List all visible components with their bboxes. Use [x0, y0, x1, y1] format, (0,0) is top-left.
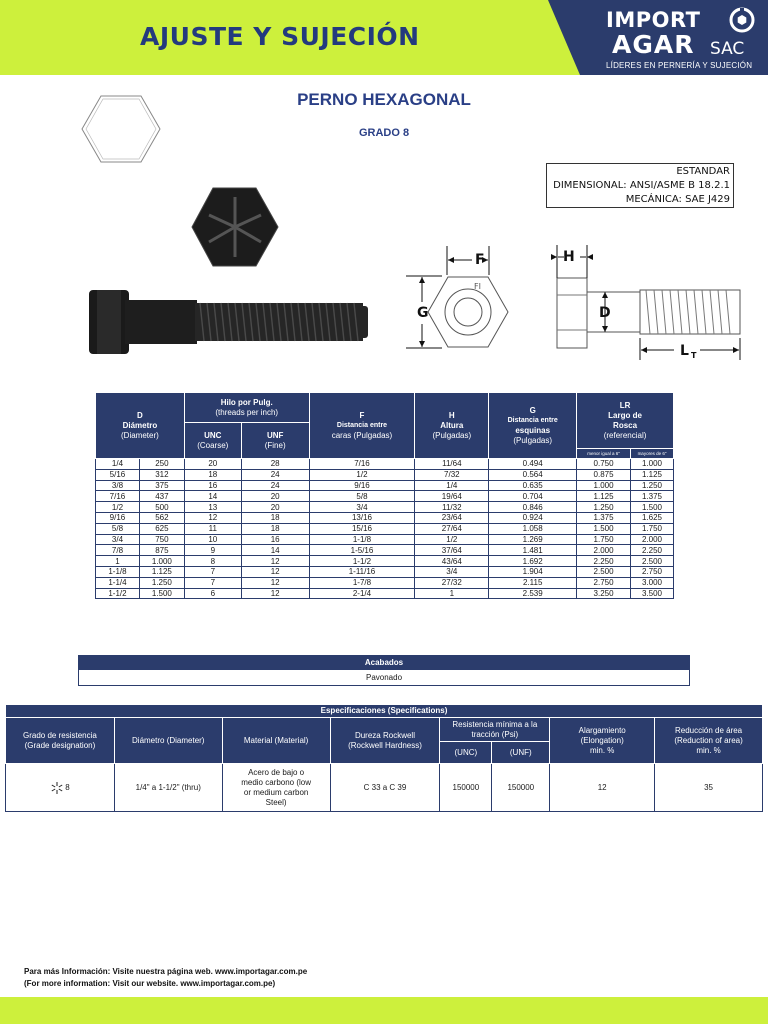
table-cell: 11 — [184, 523, 241, 534]
standard-dimensional: DIMENSIONAL: ANSI/ASME B 18.2.1 — [553, 180, 730, 191]
spec-cell-elongation: 12 — [550, 764, 655, 812]
table-cell: 24 — [241, 480, 309, 491]
table-cell: 1.375 — [631, 491, 674, 502]
header-text: UNC — [204, 430, 222, 440]
header-text: LR — [619, 400, 631, 410]
table-cell: 2.539 — [489, 588, 577, 599]
table-row — [96, 480, 674, 491]
spec-title: Especificaciones (Specifications) — [6, 705, 763, 718]
table-row — [96, 556, 674, 567]
col-header-lr-short: menor igual a 6" — [577, 449, 631, 459]
header-text: Altura — [440, 420, 464, 430]
table-cell: 1.481 — [489, 545, 577, 556]
standard-line: ESTANDAR — [676, 166, 730, 177]
header-text: Grado de resistencia — [23, 730, 97, 740]
table-cell: 11/64 — [415, 459, 489, 470]
table-cell: 27/32 — [415, 577, 489, 588]
table-cell: 43/64 — [415, 556, 489, 567]
header-text: (Grade designation) — [24, 740, 96, 750]
logo-text-sac: SAC — [710, 39, 745, 59]
table-cell: 28 — [241, 459, 309, 470]
spec-header-diameter: Diámetro (Diameter) — [114, 718, 222, 764]
table-cell: 11/32 — [415, 502, 489, 513]
table-cell: 2.500 — [631, 556, 674, 567]
table-cell: 5/8 — [309, 491, 415, 502]
spec-cell-diameter: 1/4" a 1-1/2" (thru) — [114, 764, 222, 812]
table-cell: 8 — [184, 556, 241, 567]
spec-header-tensile — [440, 718, 550, 742]
table-cell: 18 — [241, 512, 309, 523]
header-text: tracción (Psi) — [471, 729, 519, 739]
table-cell: 3.250 — [577, 588, 631, 599]
table-cell: 875 — [139, 545, 184, 556]
table-cell: 1.125 — [631, 469, 674, 480]
table-cell: 2.750 — [631, 566, 674, 577]
spec-header-reduction — [655, 718, 763, 764]
table-cell: 0.635 — [489, 480, 577, 491]
table-row — [96, 534, 674, 545]
table-cell: 1.250 — [577, 502, 631, 513]
table-cell: 3.500 — [631, 588, 674, 599]
table-cell: 1.250 — [631, 480, 674, 491]
logo-panel-edge — [548, 0, 580, 75]
table-cell: 7/16 — [96, 491, 140, 502]
table-cell: 1.000 — [577, 480, 631, 491]
table-cell: 18 — [184, 469, 241, 480]
header-text: (Coarse) — [197, 440, 229, 450]
header-text: (Diameter) — [121, 430, 159, 440]
table-row — [96, 512, 674, 523]
dim-label-lt-sub: T — [691, 351, 697, 360]
table-cell: 12 — [241, 577, 309, 588]
bolt-photo — [85, 185, 385, 375]
header-text: min. % — [589, 745, 615, 755]
table-cell: 500 — [139, 502, 184, 513]
header-text: (Pulgadas) — [513, 435, 553, 445]
table-cell: 1.692 — [489, 556, 577, 567]
table-cell: 1.125 — [577, 491, 631, 502]
header-text: G — [529, 405, 536, 415]
spec-header-elongation — [550, 718, 655, 764]
table-cell: 12 — [241, 588, 309, 599]
header-text: Distancia entre — [336, 421, 388, 429]
header-text: (threads per inch) — [215, 407, 279, 417]
table-row — [96, 577, 674, 588]
header-text: esquinas — [515, 425, 551, 435]
table-cell: 1-1/2 — [96, 588, 140, 599]
table-cell: 9/16 — [309, 480, 415, 491]
table-cell: 1-1/8 — [96, 566, 140, 577]
table-cell: 1/4 — [96, 459, 140, 470]
table-cell: 0.875 — [577, 469, 631, 480]
dim-label-f: F — [475, 252, 485, 268]
footer-note — [24, 966, 307, 990]
col-header-diameter — [96, 393, 185, 459]
header-text: Diámetro — [122, 420, 158, 430]
table-cell: 1.500 — [139, 588, 184, 599]
table-cell: 2.000 — [631, 534, 674, 545]
finish-value: Pavonado — [79, 670, 690, 686]
header-text: min. % — [696, 745, 721, 755]
dim-label-g: G — [417, 305, 429, 321]
table-cell: 375 — [139, 480, 184, 491]
table-row — [96, 502, 674, 513]
table-cell: 20 — [184, 459, 241, 470]
table-cell: 1/2 — [96, 502, 140, 513]
header-text: (Fine) — [264, 440, 286, 450]
spec-header-unc: (UNC) — [440, 742, 492, 764]
table-cell: 1.269 — [489, 534, 577, 545]
table-cell: 0.846 — [489, 502, 577, 513]
hexagon-outline-icon — [80, 94, 162, 164]
spec-header-unf: (UNF) — [492, 742, 550, 764]
col-header-h — [415, 393, 489, 459]
table-cell: 1.500 — [577, 523, 631, 534]
col-header-unf — [241, 423, 309, 459]
table-cell: 1/4 — [415, 480, 489, 491]
header-text: (referencial) — [603, 430, 647, 440]
col-header-lr-long: mayores de 6" — [631, 449, 674, 459]
table-cell: 1-1/4 — [96, 577, 140, 588]
spec-cell-hardness: C 33 a C 39 — [330, 764, 440, 812]
header-text: F — [359, 410, 365, 420]
header-text: Distancia entre — [507, 416, 558, 424]
dim-label-lt: L — [680, 343, 689, 359]
table-cell: 1.125 — [139, 566, 184, 577]
table-cell: 1.625 — [631, 512, 674, 523]
table-cell: 14 — [184, 491, 241, 502]
table-cell: 3/4 — [309, 502, 415, 513]
table-cell: 7/8 — [96, 545, 140, 556]
table-cell: 7 — [184, 577, 241, 588]
table-cell: 0.494 — [489, 459, 577, 470]
header-text: (Rockwell Hardness) — [348, 740, 422, 750]
finish-header: Acabados — [79, 656, 690, 670]
table-cell: 437 — [139, 491, 184, 502]
header-text: (Elongation) — [580, 735, 624, 745]
logo-text-agar: AGAR — [612, 30, 695, 59]
table-cell: 562 — [139, 512, 184, 523]
table-cell: 7 — [184, 566, 241, 577]
table-cell: 1.375 — [577, 512, 631, 523]
table-cell: 312 — [139, 469, 184, 480]
bolt-head-top-view — [192, 188, 278, 266]
spec-header-hardness — [330, 718, 440, 764]
table-cell: 3/4 — [96, 534, 140, 545]
standard-mechanical: MECÁNICA: SAE J429 — [625, 194, 730, 205]
spec-cell-grade — [6, 764, 115, 812]
table-cell: 1/2 — [309, 469, 415, 480]
header-text: UNF — [266, 430, 284, 440]
spec-cell-material: Acero de bajo o medio carbono (low or medium carbon Steel) — [222, 764, 330, 812]
spec-cell-reduction: 35 — [655, 764, 763, 812]
header-text: Dureza Rockwell — [354, 730, 415, 740]
table-cell: 18 — [241, 523, 309, 534]
table-cell: 3/4 — [415, 566, 489, 577]
table-cell: 3.000 — [631, 577, 674, 588]
table-row — [96, 588, 674, 599]
table-cell: 1-1/2 — [309, 556, 415, 567]
table-cell: 2.250 — [577, 556, 631, 567]
specifications-table — [5, 704, 763, 812]
header-text: D — [137, 410, 143, 420]
table-row — [96, 459, 674, 470]
col-header-threads — [184, 393, 309, 423]
logo-text-import: IMPORT — [606, 8, 701, 32]
table-cell: 16 — [241, 534, 309, 545]
product-grade: GRADO 8 — [358, 127, 410, 139]
table-cell: 250 — [139, 459, 184, 470]
table-cell: 3/8 — [96, 480, 140, 491]
footer-line-en: (For more information: Visit our website. www.importagar.com.pe) — [24, 979, 276, 988]
table-row — [96, 545, 674, 556]
table-cell: 1-1/8 — [309, 534, 415, 545]
header-text: Largo de — [608, 410, 642, 420]
header-text: Alargamiento — [578, 725, 626, 735]
table-cell: 12 — [184, 512, 241, 523]
table-cell: 5/8 — [96, 523, 140, 534]
table-cell: 750 — [139, 534, 184, 545]
table-cell: 7/16 — [309, 459, 415, 470]
table-cell: 1.904 — [489, 566, 577, 577]
table-cell: 23/64 — [415, 512, 489, 523]
table-cell: 2.750 — [577, 577, 631, 588]
header-text: Resistencia mínima a la — [452, 719, 538, 729]
dimensions-table — [95, 392, 674, 599]
table-cell: 0.564 — [489, 469, 577, 480]
bolt-side-view — [89, 290, 368, 354]
header-text: Rosca — [613, 420, 638, 430]
header-text: Hilo por Pulg. — [220, 397, 273, 407]
table-cell: 15/16 — [309, 523, 415, 534]
product-title: PERNO HEXAGONAL — [297, 90, 471, 109]
footer-band — [0, 997, 768, 1024]
header-text: Reducción de área — [674, 725, 743, 735]
dim-label-d: D — [599, 305, 611, 321]
table-cell: 1-7/8 — [309, 577, 415, 588]
table-cell: 2-1/4 — [309, 588, 415, 599]
table-cell: 2.500 — [577, 566, 631, 577]
table-cell: 1.058 — [489, 523, 577, 534]
spec-row — [6, 764, 763, 812]
table-row — [96, 566, 674, 577]
table-row — [96, 469, 674, 480]
dim-label-fi: FI — [474, 282, 481, 291]
table-cell: 27/64 — [415, 523, 489, 534]
table-cell: 1-11/16 — [309, 566, 415, 577]
table-cell: 2.000 — [577, 545, 631, 556]
table-cell: 1-5/16 — [309, 545, 415, 556]
table-cell: 1/2 — [415, 534, 489, 545]
table-cell: 9/16 — [96, 512, 140, 523]
col-header-unc — [184, 423, 241, 459]
table-cell: 20 — [241, 502, 309, 513]
table-cell: 20 — [241, 491, 309, 502]
spec-grade-value: 8 — [65, 782, 70, 792]
grade-8-marking-icon — [50, 781, 64, 795]
table-cell: 37/64 — [415, 545, 489, 556]
table-cell: 10 — [184, 534, 241, 545]
table-cell: 2.250 — [631, 545, 674, 556]
header-text: (Pulgadas) — [432, 430, 472, 440]
table-cell: 1.000 — [139, 556, 184, 567]
table-row — [96, 491, 674, 502]
table-cell: 14 — [241, 545, 309, 556]
table-cell: 19/64 — [415, 491, 489, 502]
table-cell: 12 — [241, 566, 309, 577]
table-cell: 16 — [184, 480, 241, 491]
header-text: caras — [331, 430, 352, 440]
page-header-title: AJUSTE Y SUJECIÓN — [140, 22, 420, 51]
table-cell: 24 — [241, 469, 309, 480]
header-text: (Reduction of area) — [674, 735, 743, 745]
table-cell: 1.500 — [631, 502, 674, 513]
logo-tagline: LÍDERES EN PERNERÍA Y SUJECIÓN — [606, 61, 753, 70]
table-cell: 5/16 — [96, 469, 140, 480]
col-header-lr — [577, 393, 674, 449]
table-cell: 1.250 — [139, 577, 184, 588]
finish-table — [78, 655, 690, 686]
table-row — [96, 523, 674, 534]
dimensions-table-body — [96, 459, 674, 599]
spec-header-grade — [6, 718, 115, 764]
table-cell: 13 — [184, 502, 241, 513]
spec-cell-tensile-unf: 150000 — [492, 764, 550, 812]
col-header-g — [489, 393, 577, 459]
table-cell: 2.115 — [489, 577, 577, 588]
col-header-f — [309, 393, 415, 459]
footer-line-es: Para más Información: Visite nuestra página web. www.importagar.com.pe — [24, 967, 308, 976]
wrench-nut-icon — [728, 6, 756, 34]
table-cell: 1.750 — [577, 534, 631, 545]
table-cell: 6 — [184, 588, 241, 599]
table-cell: 1.750 — [631, 523, 674, 534]
table-cell: 13/16 — [309, 512, 415, 523]
table-cell: 7/32 — [415, 469, 489, 480]
table-cell: 0.750 — [577, 459, 631, 470]
spec-header-material: Material (Material) — [222, 718, 330, 764]
bolt-dimension-diagram — [400, 240, 745, 365]
table-cell: 0.704 — [489, 491, 577, 502]
table-cell: 625 — [139, 523, 184, 534]
table-cell: 1 — [415, 588, 489, 599]
table-cell: 0.924 — [489, 512, 577, 523]
table-cell: 12 — [241, 556, 309, 567]
standard-box — [546, 163, 734, 208]
table-cell: 9 — [184, 545, 241, 556]
table-cell: 1 — [96, 556, 140, 567]
header-text: (Pulgadas) — [353, 430, 393, 440]
dim-label-h: H — [563, 249, 575, 265]
table-cell: 1.000 — [631, 459, 674, 470]
header-text: H — [448, 410, 455, 420]
spec-cell-tensile-unc: 150000 — [440, 764, 492, 812]
